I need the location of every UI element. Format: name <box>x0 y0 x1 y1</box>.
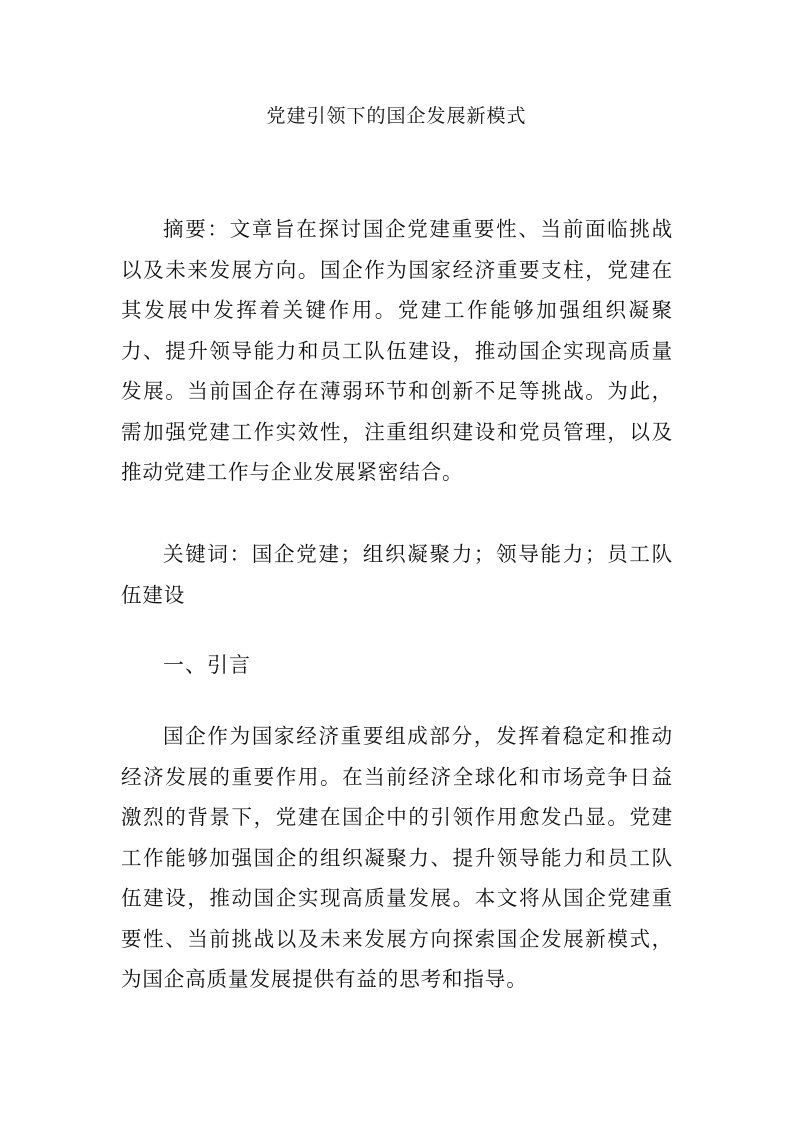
abstract-paragraph: 摘要：文章旨在探讨国企党建重要性、当前面临挑战以及未来发展方向。国企作为国家经济重要支柱，党建在其发展中发挥着关键作用。党建工作能够加强组织凝聚力、提升领导能力和员工队伍建设，推动国企实现高质量发展。当前国企存在薄弱环节和创新不足等挑战。为此，需加强党建工作实效性，注重组织建设和党员管理，以及推动党建工作与企业发展紧密结合。 <box>121 217 673 484</box>
intro-paragraph: 国企作为国家经济重要组成部分，发挥着稳定和推动经济发展的重要作用。在当前经济全球化和市场竞争日益激烈的背景下，党建在国企中的引领作用愈发凸显。党建工作能够加强国企的组织凝聚力、提升领导能力和员工队伍建设，推动国企实现高质量发展。本文将从国企党建重要性、当前挑战以及未来发展方向探索国企发展新模式，为国企高质量发展提供有益的思考和指导。 <box>121 724 673 991</box>
document-title: 党建引领下的国企发展新模式 <box>266 105 527 127</box>
keywords-paragraph: 关键词：国企党建；组织凝聚力；领导能力；员工队伍建设 <box>121 542 673 607</box>
section-heading: 一、引言 <box>163 653 251 677</box>
